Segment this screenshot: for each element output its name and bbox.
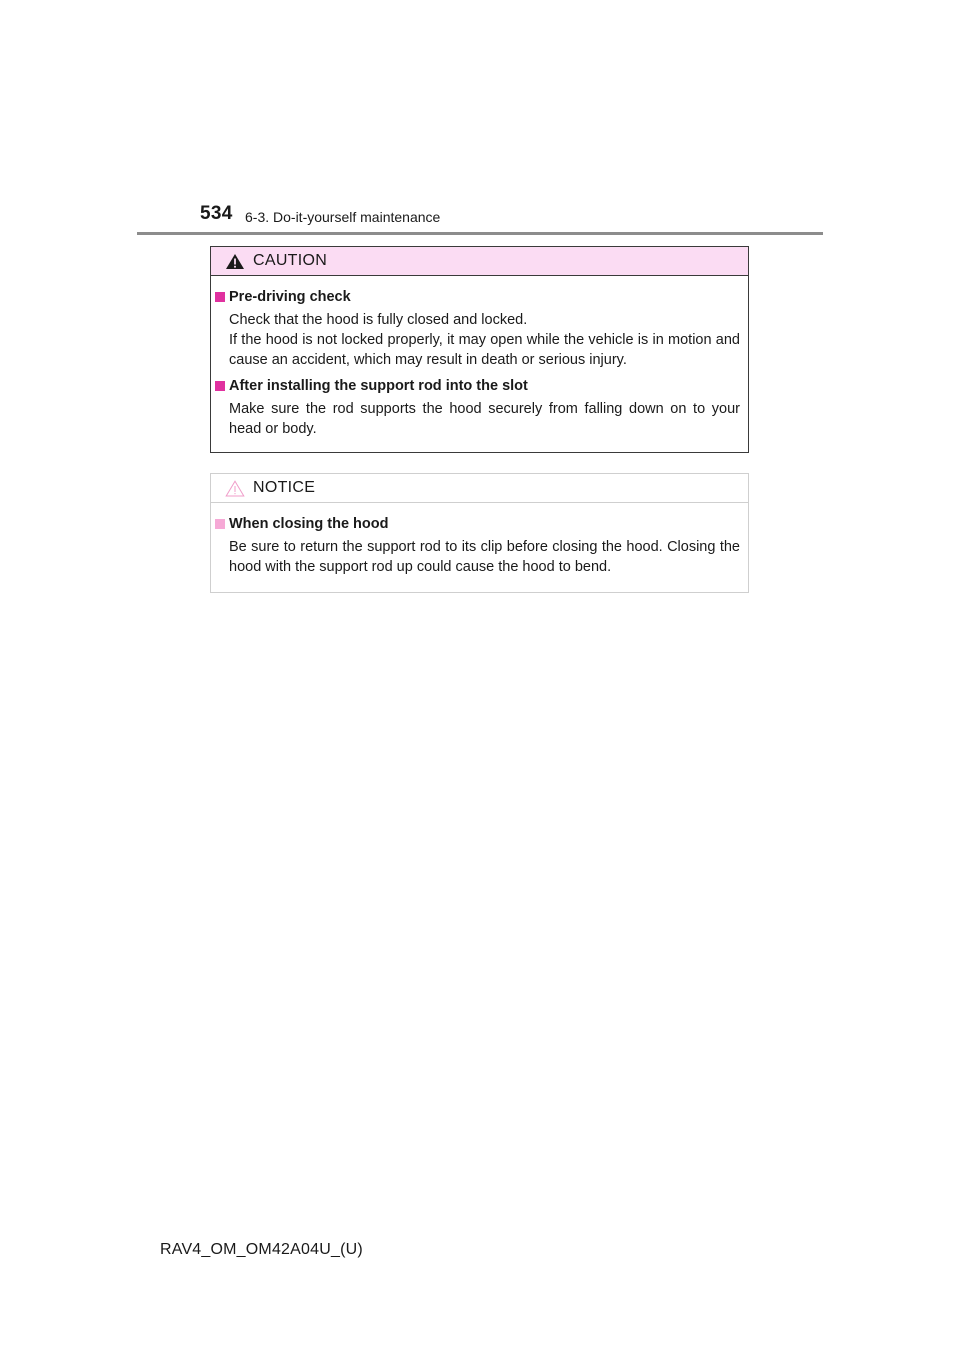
warning-icon <box>225 253 245 270</box>
item-heading: When closing the hood <box>229 516 389 532</box>
notice-box <box>210 473 749 593</box>
notice-warning-icon <box>225 480 245 497</box>
caution-box <box>210 246 749 453</box>
item-heading: After installing the support rod into the slot <box>229 378 528 394</box>
caution-label: CAUTION <box>253 252 328 269</box>
item-paragraph: Be sure to return the support rod to its clip before closing the hood. Closing the hood with the support rod up could cause the hood to bend. <box>229 539 740 575</box>
notice-header <box>211 474 748 503</box>
notice-label: NOTICE <box>253 479 316 496</box>
square-bullet-icon <box>215 292 225 302</box>
item-heading: Pre-driving check <box>229 289 351 305</box>
item-paragraph: If the hood is not locked properly, it may open while the vehicle is in motion and cause an accident, which may result in death or serious injury. <box>229 332 740 368</box>
square-bullet-icon <box>215 381 225 391</box>
item-paragraph: Check that the hood is fully closed and locked. <box>229 312 528 328</box>
caution-body <box>211 276 748 439</box>
caution-item <box>211 287 740 370</box>
notice-item <box>211 514 740 577</box>
square-bullet-icon <box>215 519 225 529</box>
caution-header <box>211 247 748 276</box>
section-title: 6-3. Do-it-yourself maintenance <box>245 209 441 225</box>
page-number: 534 <box>200 203 233 224</box>
caution-item <box>211 376 740 439</box>
notice-body <box>211 503 748 577</box>
header-rule <box>137 232 823 235</box>
item-paragraph: Make sure the rod supports the hood securely from falling down on to your head or body. <box>229 401 740 437</box>
document-code: RAV4_OM_OM42A04U_(U) <box>160 1241 363 1258</box>
